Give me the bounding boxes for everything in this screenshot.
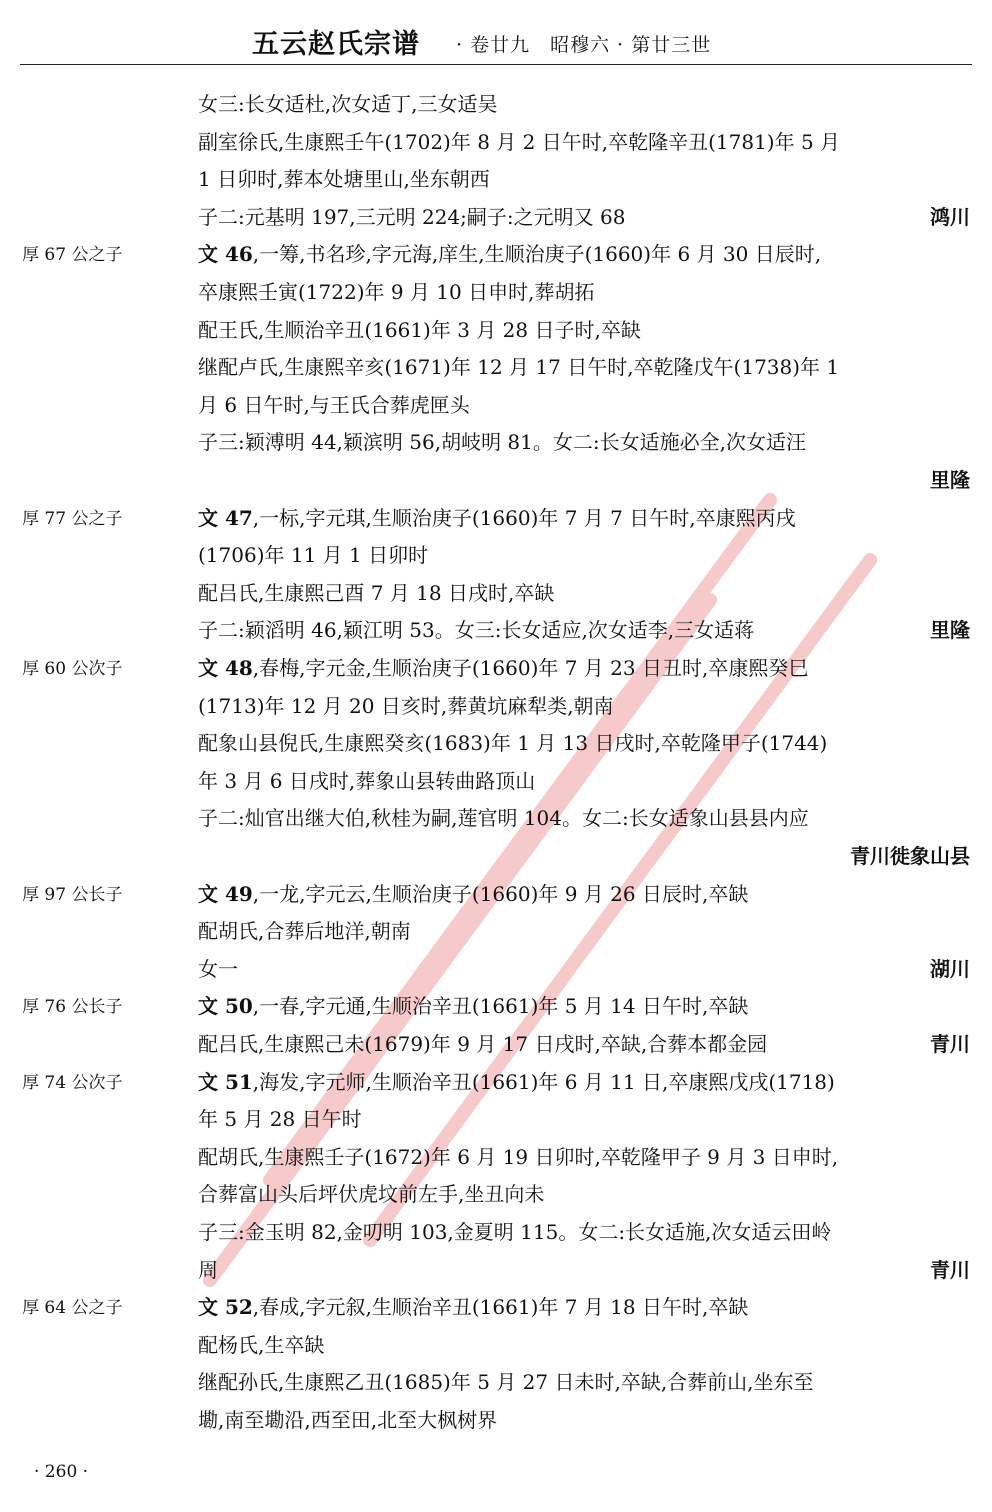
entry-line (198, 727, 970, 756)
entry-head-line (198, 502, 970, 531)
entry-text: 卒康熙壬寅(1722)年 9 月 10 日申时,葬胡拓 (198, 280, 595, 304)
page-number: · 260 · (34, 1462, 89, 1482)
entry-line (198, 351, 970, 380)
entry-text: 继配孙氏,生康熙乙丑(1685)年 5 月 27 日未时,卒缺,合葬前山,坐东至 (198, 1370, 814, 1394)
person-name: 文 46 (198, 242, 253, 266)
entry-text: 配吕氏,生康熙己未(1679)年 9 月 17 日戌时,卒缺,合葬本都金园 (198, 1032, 768, 1056)
entry-line (198, 389, 970, 418)
entry-line (198, 1366, 970, 1395)
entry-line (198, 314, 970, 343)
person-name: 文 51 (198, 1070, 253, 1094)
entry-line (198, 539, 970, 568)
entry-line (198, 426, 970, 455)
entry-text: 子三:颖溥明 44,颖滨明 56,胡岐明 81。女二:长女适施必全,次女适汪 (198, 430, 806, 454)
entry-text: 副室徐氏,生康熙壬午(1702)年 8 月 2 日午时,卒乾隆辛丑(1781)年 5 月 (198, 130, 841, 154)
entry-line (198, 614, 970, 643)
page-header (0, 22, 992, 62)
entry-line (198, 577, 970, 606)
branch-location: 青川徙象山县 (850, 844, 970, 868)
book-title: 五云赵氏宗谱 (252, 29, 420, 60)
entry-text: (1706)年 11 月 1 日卯时 (198, 543, 429, 567)
chapter-subtitle: · 卷廿九 昭穆六 · 第廿三世 (456, 34, 712, 56)
entry-line (198, 690, 970, 719)
father-ref: 厚 67 公之子 (22, 245, 123, 265)
entry-text: 继配卢氏,生康熙辛亥(1671)年 12 月 17 日午时,卒乾隆戊午(1738)年 1 (198, 355, 840, 379)
entry-line (198, 126, 970, 155)
entry-text: 配吕氏,生康熙己酉 7 月 18 日戌时,卒缺 (198, 581, 555, 605)
person-name: 文 48 (198, 656, 253, 680)
entry-text: 女一 (198, 957, 238, 981)
entry-text: 女三:长女适杜,次女适丁,三女适吴 (198, 92, 498, 116)
entry-line (198, 1404, 970, 1433)
entry-text: 子二:颖滔明 46,颖江明 53。女三:长女适应,次女适李,三女适蒋 (198, 618, 755, 642)
entry-text: 年 3 月 6 日戌时,葬象山县转曲路顶山 (198, 769, 536, 793)
entry-text: ,一标,字元琪,生顺治庚子(1660)年 7 月 7 日午时,卒康熙丙戌 (252, 506, 796, 530)
father-ref: 厚 97 公长子 (22, 885, 123, 905)
father-ref: 厚 64 公之子 (22, 1298, 123, 1318)
entry-line (198, 953, 970, 982)
entry-text: 配胡氏,生康熙壬子(1672)年 6 月 19 日卯时,卒乾隆甲子 9 月 3 日申时, (198, 1145, 839, 1169)
father-ref: 厚 74 公次子 (22, 1073, 123, 1093)
branch-location: 鸿川 (930, 205, 970, 229)
entry-line (198, 915, 970, 944)
person-name: 文 52 (198, 1295, 253, 1319)
entry-line (198, 1178, 970, 1207)
entry-line (198, 765, 970, 794)
header-divider (20, 64, 972, 65)
entry-line (198, 1216, 970, 1245)
entry-line (198, 1254, 970, 1283)
entry-text: 配象山县倪氏,生康熙癸亥(1683)年 1 月 13 日戌时,卒乾隆甲子(1744) (198, 731, 828, 755)
entry-line (198, 802, 970, 831)
entry-line (198, 1329, 970, 1358)
entry-text: 子二:元基明 197,三元明 224;嗣子:之元明又 68 (198, 205, 626, 229)
entry-text: 配胡氏,合葬后地洋,朝南 (198, 919, 411, 943)
person-name: 文 49 (198, 882, 253, 906)
entry-text: ,春成,字元叙,生顺治辛丑(1661)年 7 月 18 日午时,卒缺 (252, 1295, 749, 1319)
entry-text: ,春梅,字元金,生顺治庚子(1660)年 7 月 23 日丑时,卒康熙癸巳 (252, 656, 809, 680)
entry-line (198, 1141, 970, 1170)
entry-text: (1713)年 12 月 20 日亥时,葬黄坑麻犁类,朝南 (198, 694, 614, 718)
entry-text: 合葬富山头后坪伏虎坟前左手,坐丑向未 (198, 1182, 545, 1206)
entry-head-line (198, 238, 970, 267)
entry-text: ,一筹,书名珍,字元海,庠生,生顺治庚子(1660)年 6 月 30 日辰时, (252, 242, 822, 266)
father-ref: 厚 60 公次子 (22, 659, 123, 679)
entry-text: 配杨氏,生卒缺 (198, 1333, 325, 1357)
entry-line (198, 276, 970, 305)
entry-text: 子三:金玉明 82,金叨明 103,金夏明 115。女二:长女适施,次女适云田岭 (198, 1220, 832, 1244)
entry-line (198, 1028, 970, 1057)
person-name: 文 50 (198, 994, 253, 1018)
entry-text: 月 6 日午时,与王氏合葬虎匣头 (198, 393, 470, 417)
entry-line (198, 88, 970, 117)
branch-location: 青川 (930, 1032, 970, 1056)
entry-text: 墈,南至墈沿,西至田,北至大枫树界 (198, 1408, 498, 1432)
person-name: 文 47 (198, 506, 253, 530)
entry-line (198, 201, 970, 230)
entry-head-line (198, 990, 970, 1019)
branch-location: 青川 (930, 1258, 970, 1282)
branch-location: 里隆 (930, 468, 970, 492)
entry-text: 子二:灿官出继大伯,秋桂为嗣,莲官明 104。女二:长女适象山县县内应 (198, 806, 809, 830)
entry-text: ,一龙,字元云,生顺治庚子(1660)年 9 月 26 日辰时,卒缺 (252, 882, 749, 906)
branch-location: 里隆 (930, 618, 970, 642)
entry-text: 配王氏,生顺治辛丑(1661)年 3 月 28 日子时,卒缺 (198, 318, 641, 342)
branch-location: 湖川 (930, 957, 970, 981)
entry-text: ,一春,字元通,生顺治辛丑(1661)年 5 月 14 日午时,卒缺 (252, 994, 749, 1018)
entry-line (198, 163, 970, 192)
entry-head-line (198, 1291, 970, 1320)
entry-text: 周 (198, 1258, 218, 1282)
entry-text: 年 5 月 28 日午时 (198, 1107, 362, 1131)
entry-head-line (198, 878, 970, 907)
entry-head-line (198, 652, 970, 681)
father-ref: 厚 76 公长子 (22, 997, 123, 1017)
entry-line (198, 1103, 970, 1132)
entry-head-line (198, 1066, 970, 1095)
entry-text: ,海发,字元师,生顺治辛丑(1661)年 6 月 11 日,卒康熙戊戌(1718) (252, 1070, 835, 1094)
father-ref: 厚 77 公之子 (22, 509, 123, 529)
entry-text: 1 日卯时,葬本处塘里山,坐东朝西 (198, 167, 490, 191)
